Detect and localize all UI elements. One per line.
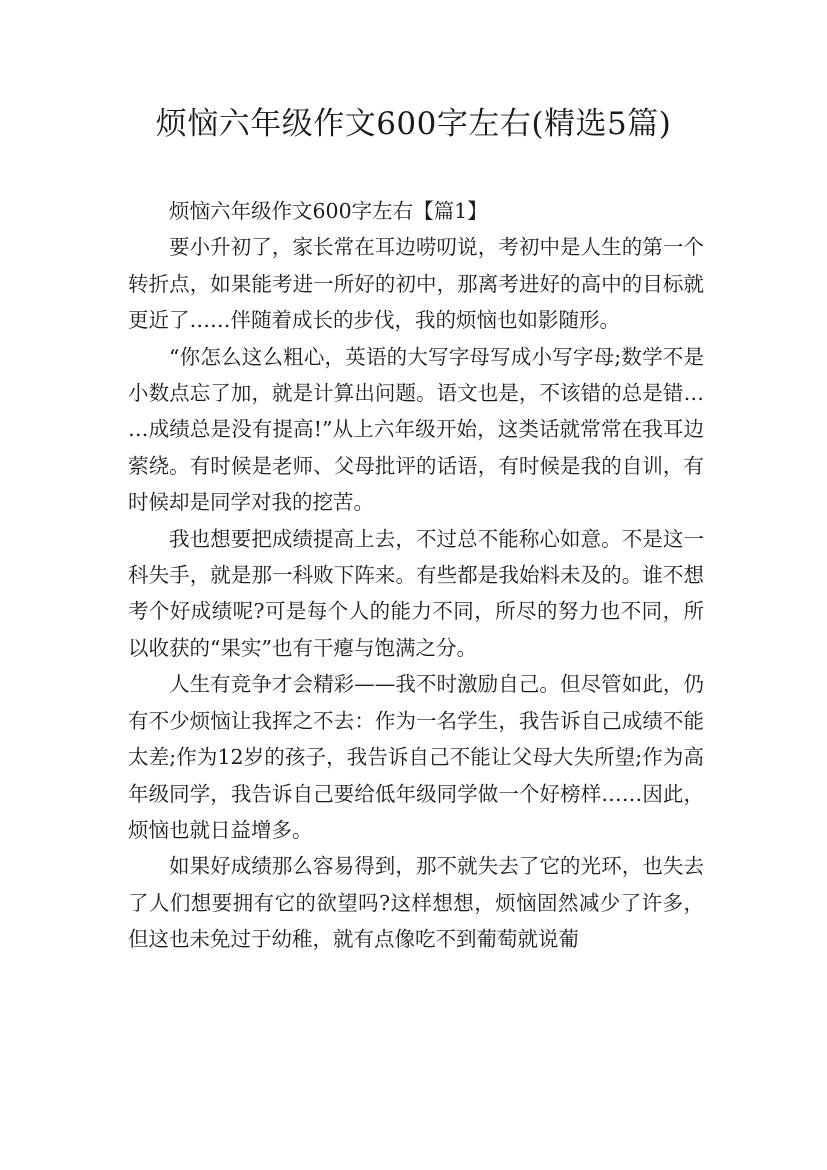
paragraph-5: 如果好成绩那么容易得到，那不就失去了它的光环，也失去了人们想要拥有它的欲望吗?这样想想，烦恼固然减少了许多，但这也未免过于幼稚，就有点像吃不到葡萄就说葡 [128,854,704,952]
paragraph-1: 要小升初了，家长常在耳边唠叨说，考初中是人生的第一个转折点，如果能考进一所好的初中，那离考进好的高中的目标就更近了……伴随着成长的步伐，我的烦恼也如影随形。 [128,235,704,333]
paragraph-2: “你怎么这么粗心，英语的大写字母写成小写字母;数学不是小数点忘了加，就是计算出问题。语文也是，不该错的总是错……成绩总是没有提高!”从上六年级开始，这类话就常常在我耳边萦绕。有时候是老师、父母批评的话语，有时候是我的自训，有时候却是同学对我的挖苦。 [128,344,704,515]
document-title: 烦恼六年级作文600字左右(精选5篇) [155,106,672,142]
article-body [128,193,704,958]
paragraph-4: 人生有竞争才会精彩——我不时激励自己。但尽管如此，仍有不少烦恼让我挥之不去：作为一名学生，我告诉自己成绩不能太差;作为12岁的孩子，我告诉自己不能让父母大失所望;作为高年级同学，我告诉自己要给低年级同学做一个好榜样……因此，烦恼也就日益增多。 [128,672,704,842]
paragraph-3: 我也想要把成绩提高上去，不过总不能称心如意。不是这一科失手，就是那一科败下阵来。有些都是我始料未及的。谁不想考个好成绩呢?可是每个人的能力不同，所尽的努力也不同，所以收获的“果实”也有干瘪与饱满之分。 [128,526,704,660]
section-heading: 烦恼六年级作文600字左右【篇1】 [169,199,488,223]
